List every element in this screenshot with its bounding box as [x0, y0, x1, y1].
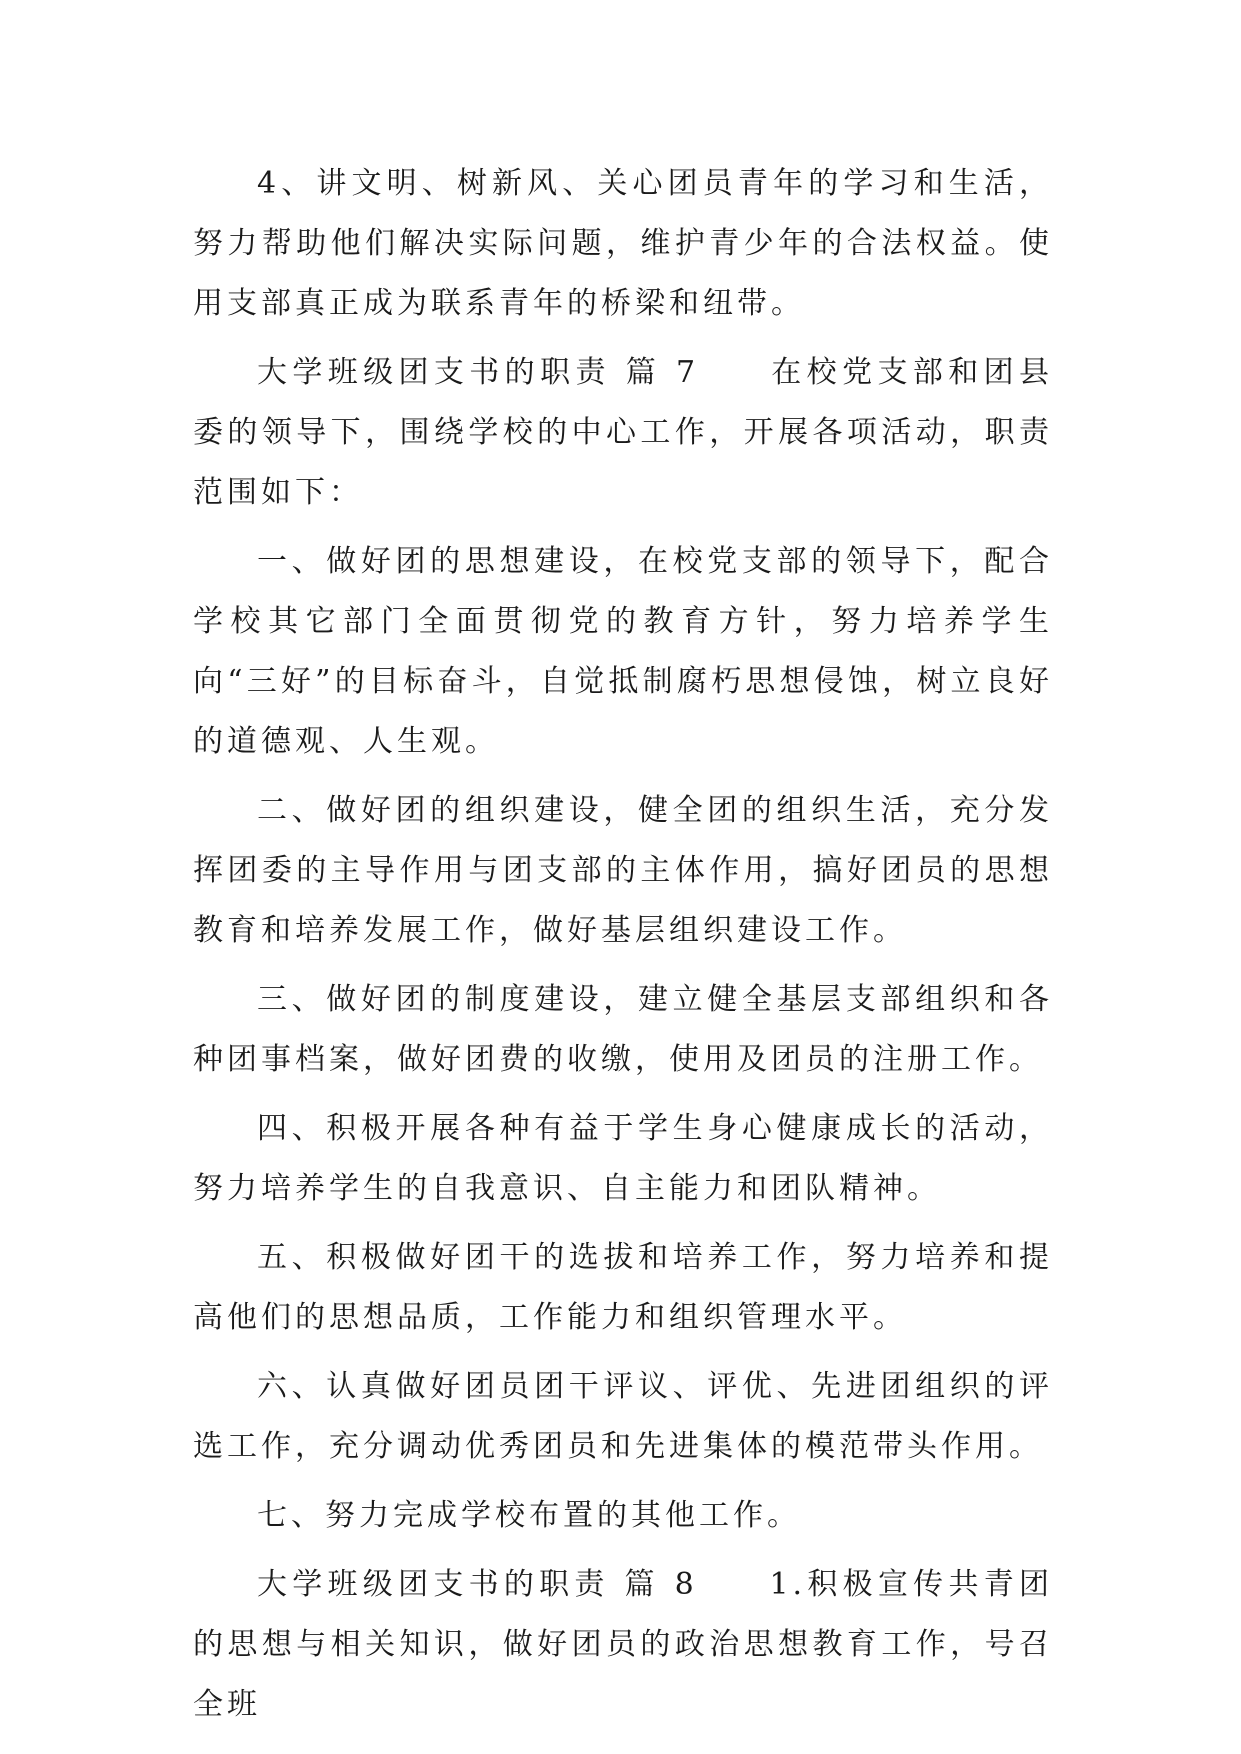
paragraph-10-text: 大学班级团支书的职责 篇 8 1.积极宣传共青团的思想与相关知识，做好团员的政治思想教育工作，号召全班 — [193, 1567, 1053, 1722]
paragraph-6 — [193, 1099, 1053, 1219]
paragraph-8 — [193, 1357, 1053, 1477]
paragraph-2-text: 大学班级团支书的职责 篇 7 在校党支部和团县委的领导下，围绕学校的中心工作，开展各项活动，职责范围如下： — [193, 355, 1053, 510]
paragraph-7 — [193, 1228, 1053, 1348]
paragraph-7-text: 五、积极做好团干的选拔和培养工作，努力培养和提高他们的思想品质，工作能力和组织管理水平。 — [193, 1240, 1053, 1335]
paragraph-4 — [193, 781, 1053, 961]
paragraph-3 — [193, 532, 1053, 772]
paragraph-6-text: 四、积极开展各种有益于学生身心健康成长的活动，努力培养学生的自我意识、自主能力和团队精神。 — [193, 1111, 1053, 1206]
paragraph-8-text: 六、认真做好团员团干评议、评优、先进团组织的评选工作，充分调动优秀团员和先进集体的模范带头作用。 — [193, 1369, 1053, 1464]
paragraph-10 — [193, 1555, 1053, 1735]
paragraph-4-text: 二、做好团的组织建设，健全团的组织生活，充分发挥团委的主导作用与团支部的主体作用，搞好团员的思想教育和培养发展工作，做好基层组织建设工作。 — [193, 793, 1053, 948]
paragraph-3-text: 一、做好团的思想建设，在校党支部的领导下，配合学校其它部门全面贯彻党的教育方针，努力培养学生向“三好”的目标奋斗，自觉抵制腐朽思想侵蚀，树立良好的道德观、人生观。 — [193, 544, 1053, 759]
document-body — [193, 154, 1053, 1744]
paragraph-5 — [193, 970, 1053, 1090]
paragraph-1 — [193, 154, 1053, 334]
paragraph-2 — [193, 343, 1053, 523]
paragraph-1-text: 4、讲文明、树新风、关心团员青年的学习和生活，努力帮助他们解决实际问题，维护青少年的合法权益。使用支部真正成为联系青年的桥梁和纽带。 — [193, 166, 1053, 321]
paragraph-5-text: 三、做好团的制度建设，建立健全基层支部组织和各种团事档案，做好团费的收缴，使用及团员的注册工作。 — [193, 982, 1053, 1077]
paragraph-9-text: 七、努力完成学校布置的其他工作。 — [257, 1498, 801, 1533]
paragraph-9 — [193, 1486, 1053, 1546]
